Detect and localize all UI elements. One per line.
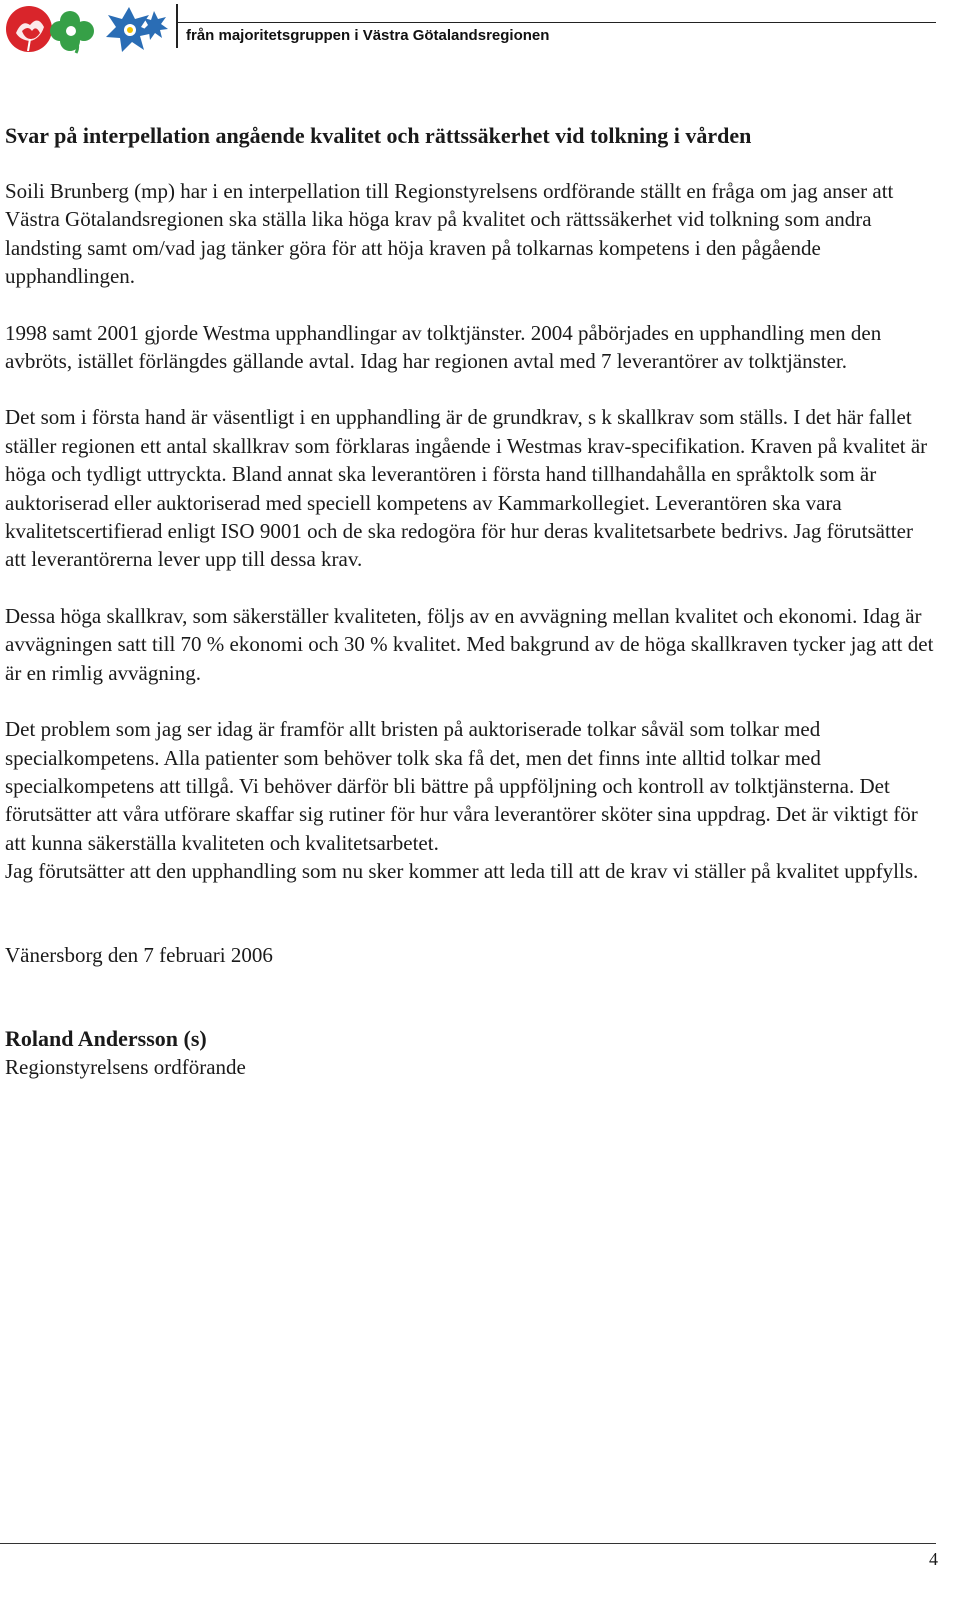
page-number: 4 xyxy=(929,1549,938,1569)
clover-logo-icon xyxy=(50,11,94,53)
flower-logo-icon xyxy=(106,7,168,52)
header-divider xyxy=(176,4,178,48)
party-logos xyxy=(4,3,174,55)
paragraph-interpellation: Soili Brunberg (mp) har i en interpellation till Regionstyrelsens ordförande ställt en fråga om jag anser att Västra Götalandsregionen ska ställa lika höga krav på kvalitet och rättssäkerhet vid tolkning som andra landsting samt om/vad jag tänker göra för att höja kraven på tolkarnas kompetens i den pågående upphandlingen. xyxy=(5,179,894,289)
document-title: Svar på interpellation angående kvalitet och rättssäkerhet vid tolkning i vården xyxy=(5,123,752,148)
signer-name: Roland Andersson (s) xyxy=(5,1025,207,1051)
header-rule xyxy=(176,22,936,23)
paragraph-procurement-history: 1998 samt 2001 gjorde Westma upphandlingar av tolktjänster. 2004 påbörjades en upphandling men den avbröts, istället förlängdes gällande avtal. Idag har regionen avtal med 7 leverantörer av tolktjänster. xyxy=(5,320,882,374)
document-body xyxy=(5,121,935,1082)
signer-role: Regionstyrelsens ordförande xyxy=(5,1055,246,1080)
rose-logo-icon xyxy=(6,6,52,52)
paragraph-requirements: Det som i första hand är väsentligt i en upphandling är de grundkrav, s k skallkrav som ställs. I det här fallet ställer regionen ett antal skallkrav som förklaras ingående i Westmas krav-specifikation. Kraven på kvalitet är höga och tydligt uttryckta. Bland annat ska leverantören i första hand tillhandahålla en språktolk som är auktoriserad eller auktoriserad med speciell kompetens av Kammarkollegiet. Leverantören ska vara kvalitetscertifierad enligt ISO 9001 och de ska redogöra för hur deras kvalitetsarbete bedrivs. Jag förutsätter att leverantörerna lever upp till dessa krav. xyxy=(5,405,928,572)
footer-rule xyxy=(0,1543,936,1544)
paragraph-problem: Det problem som jag ser idag är framför allt bristen på auktoriserade tolkar såväl som tolkar med specialkompetens. Alla patienter som behöver tolk ska få det, men det finns inte alltid tolkar med specialkompetens att tillgå. Vi behöver därför bli bättre på uppföljning och kontroll av tolktjänsterna. Det förutsätter att våra utförare skaffar sig rutiner för hur våra leverantörer sköter sina uppdrag. Det är viktigt för att kunna säkerställa kvaliteten och kvalitetsarbetet. xyxy=(5,717,918,855)
paragraph-conclusion: Jag förutsätter att den upphandling som nu sker kommer att leda till att de krav vi ställer på kvalitet uppfylls. xyxy=(5,859,919,884)
paragraph-weighting: Dessa höga skallkrav, som säkerställer kvaliteten, följs av en avvägning mellan kvalitet och ekonomi. Idag är avvägningen satt till 70 % ekonomi och 30 % kvalitet. Med bakgrund av de höga skallkraven tycker jag att det är en rimlig avvägning. xyxy=(5,603,934,685)
letterhead-tagline: från majoritetsgruppen i Västra Götalandsregionen xyxy=(186,27,550,44)
place-date: Vänersborg den 7 februari 2006 xyxy=(5,942,273,967)
letterhead xyxy=(0,0,960,60)
